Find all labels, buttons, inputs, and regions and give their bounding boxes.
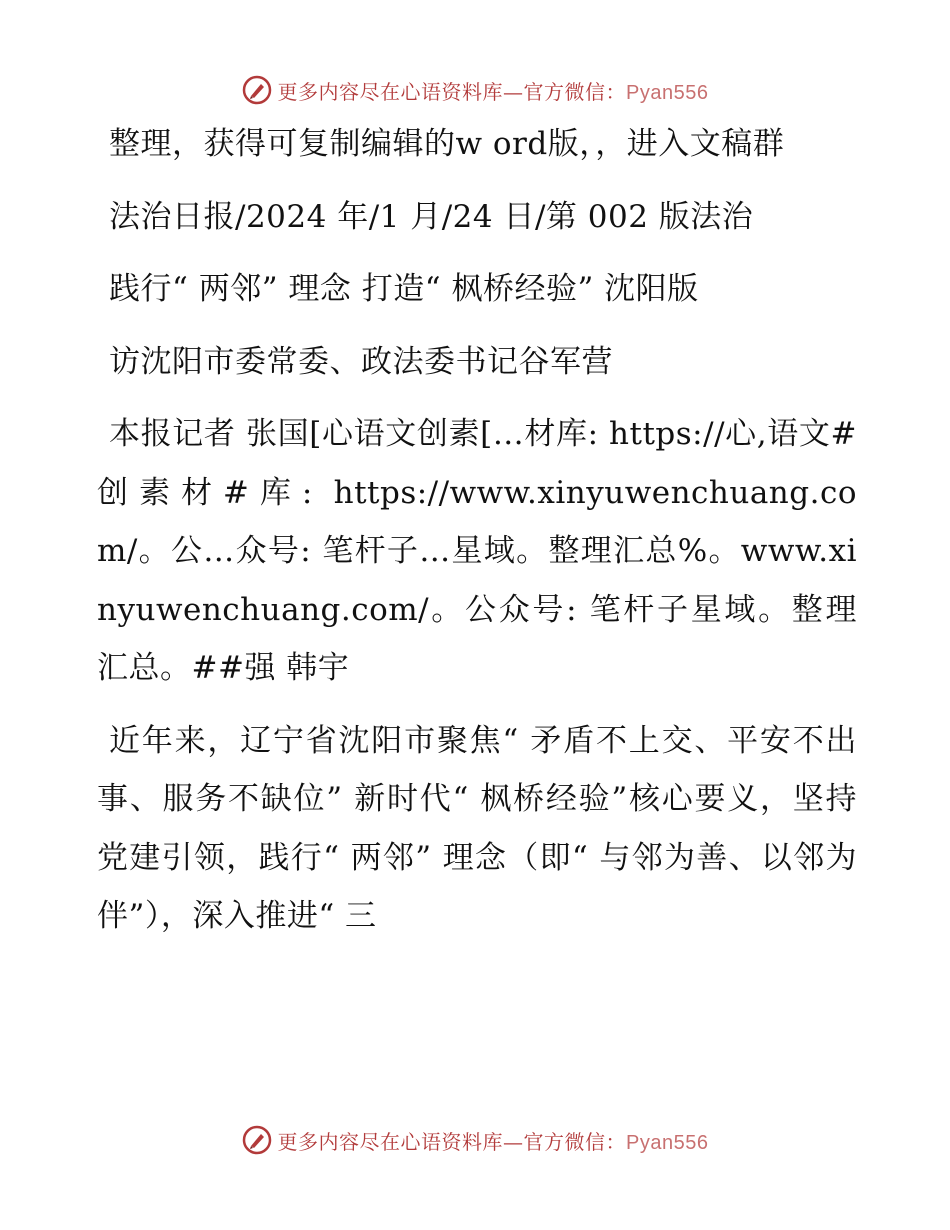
banner-handle: Pyan556 (626, 81, 709, 104)
header-banner (0, 70, 950, 110)
paragraph-body: 近年来，辽宁省沈阳市聚焦“ 矛盾不上交、平安不出事、服务不缺位” 新时代“ 枫桥经验”核心要义，坚持党建引领，践行“ 两邻” 理念（即“ 与邻为善、以邻为伴”），深入推进“ 三 (97, 722, 857, 934)
paragraph-source: 法治日报/2024 年/1 月/24 日/第 002 版法治 (109, 198, 754, 235)
pen-logo-icon (242, 1125, 272, 1155)
paragraph-byline: 本报记者 张国[心语文创素[…材库: https://心,语文#创素材#库: https://www.xinyuwenchuang.com/。公…众号: 笔杆子…星域。整理汇总%。www.xinyuwenchuang.com/。公众号: 笔杆子星域。整理汇总。##强 韩宇 (97, 416, 857, 686)
banner-handle: Pyan556 (626, 1131, 709, 1154)
banner-text (278, 76, 709, 105)
paragraph-headline: 践行“ 两邻” 理念 打造“ 枫桥经验” 沈阳版 (109, 271, 699, 307)
paragraph-subtitle: 访沈阳市委常委、政法委书记谷军营 (109, 343, 613, 380)
paragraph-intro: 整理，获得可复制编辑的w ord版，，进入文稿群 (109, 126, 785, 162)
footer-banner (0, 1120, 950, 1160)
document-body (97, 115, 857, 960)
banner-caption: 更多内容尽在心语资料库—官方微信： (277, 1129, 627, 1154)
banner-caption: 更多内容尽在心语资料库—官方微信： (277, 79, 627, 104)
banner-text (278, 1126, 709, 1155)
pen-logo-icon (242, 75, 272, 105)
